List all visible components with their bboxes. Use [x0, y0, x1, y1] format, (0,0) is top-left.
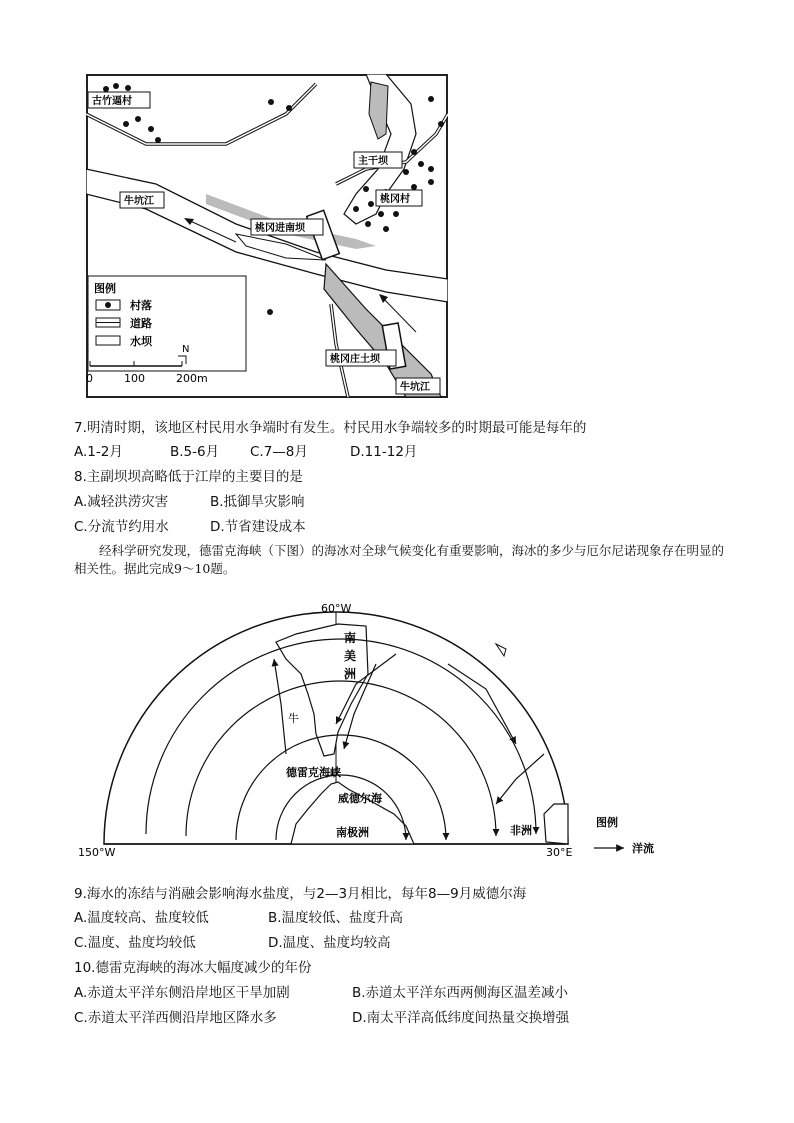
legend-road: 道路 [130, 317, 152, 330]
map1-legend [88, 276, 246, 371]
q7-option-b[interactable]: B.5-6月 [170, 444, 220, 460]
label-30e: 30°E [546, 846, 573, 859]
label-drake: 德雷克海峡 [286, 766, 341, 779]
q9-option-b[interactable]: B.温度较低、盐度升高 [268, 910, 404, 926]
label-river-south: 牛坑江 [400, 382, 430, 393]
legend-village: 村落 [130, 299, 152, 312]
scale-200: 200m [176, 372, 208, 385]
svg-text:洲: 洲 [344, 667, 357, 681]
q7-option-d[interactable]: D.11-12月 [350, 444, 418, 460]
river-dam-map [86, 74, 448, 398]
question-7-stem: 7.明清时期，该地区村民用水争端时有发生。村民用水争端较多的时期最可能是每年的 [74, 420, 587, 436]
q8-option-d[interactable]: D.节省建设成本 [210, 519, 306, 535]
question-8-stem: 8.主副坝坝高略低于江岸的主要目的是 [74, 469, 303, 485]
scale-0: 0 [86, 372, 93, 385]
label-africa: 非洲 [510, 824, 532, 837]
q10-option-a[interactable]: A.赤道太平洋东侧沿岸地区干旱加剧 [74, 985, 290, 1001]
q7-option-a[interactable]: A.1-2月 [74, 444, 123, 460]
q8-option-a[interactable]: A.减轻洪涝灾害 [74, 494, 169, 510]
label-fragment: 牛 [288, 712, 299, 725]
q10-option-c[interactable]: C.赤道太平洋西侧沿岸地区降水多 [74, 1010, 277, 1026]
q9-option-a[interactable]: A.温度较高、盐度较低 [74, 910, 209, 926]
q7-option-c[interactable]: C.7—8月 [250, 444, 308, 460]
map2-legend-title: 图例 [596, 816, 618, 829]
north-label: N [182, 344, 190, 355]
label-150w: 150°W [78, 846, 116, 859]
svg-text:美: 美 [344, 649, 357, 663]
africa-outline [544, 804, 568, 844]
label-north-dam: 桃冈进南坝 [255, 223, 305, 234]
question-10-stem: 10.德雷克海峡的海冰大幅度减少的年份 [74, 960, 312, 976]
svg-text:南: 南 [344, 631, 357, 645]
label-south-dam: 桃冈庄土坝 [330, 354, 380, 365]
label-weddell: 威德尔海 [338, 792, 382, 805]
q9-option-c[interactable]: C.温度、盐度均较低 [74, 935, 196, 951]
legend-dam: 水坝 [130, 335, 152, 348]
label-river-west: 牛坑江 [124, 196, 154, 207]
q10-option-d[interactable]: D.南太平洋高低纬度间热量交换增强 [352, 1010, 570, 1026]
label-gu-zhu: 古竹逼村 [92, 96, 132, 107]
label-60w: 60°W [321, 604, 352, 615]
legend-title: 图例 [94, 282, 116, 295]
intro-paragraph: 经科学研究发现，德雷克海峡（下图）的海冰对全球气候变化有重要影响，海冰的多少与厄尔尼诺现象存在明显的相关性。据此完成9～10题。 [74, 543, 725, 576]
island-fragment [496, 644, 506, 656]
drake-passage-map [76, 604, 674, 866]
label-taogang-village: 桃冈村 [380, 194, 410, 205]
q8-option-c[interactable]: C.分流节约用水 [74, 519, 169, 535]
q9-option-d[interactable]: D.温度、盐度均较高 [268, 935, 391, 951]
label-south-america [344, 630, 356, 681]
question-9-stem: 9.海水的冻结与消融会影响海水盐度，与2—3月相比，每年8—9月威德尔海 [74, 886, 527, 902]
scale-100: 100 [124, 372, 145, 385]
map2-legend-current: 洋流 [632, 842, 654, 855]
label-main-dam: 主干坝 [358, 156, 388, 167]
label-antarctica: 南极洲 [336, 826, 369, 839]
q8-option-b[interactable]: B.抵御旱灾影响 [210, 494, 305, 510]
q10-option-b[interactable]: B.赤道太平洋东西两侧海区温差减小 [352, 985, 569, 1001]
